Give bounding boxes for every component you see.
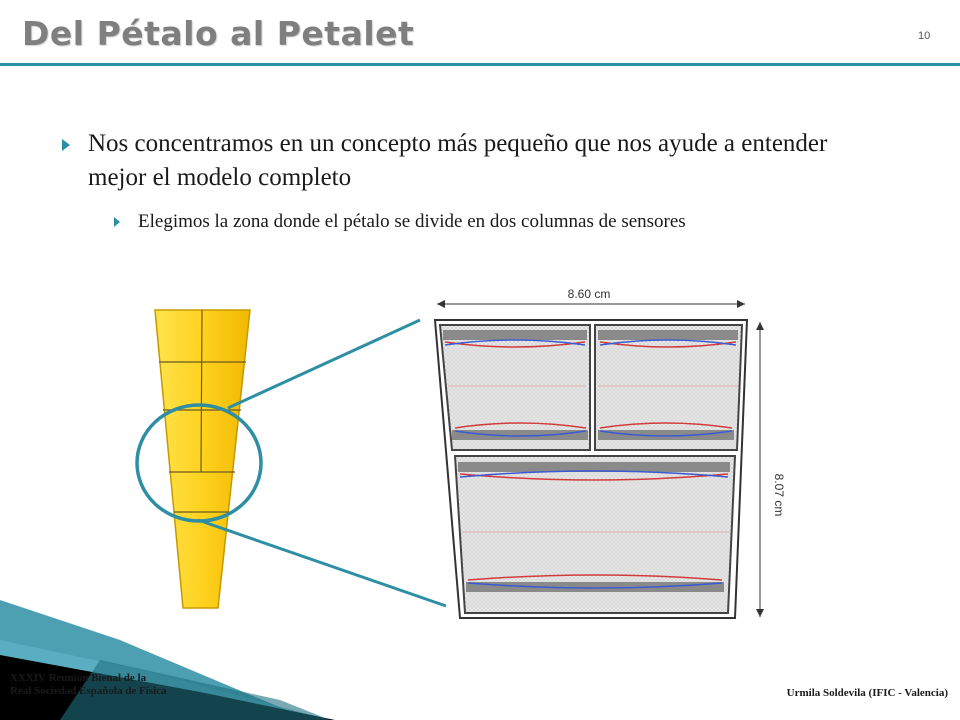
petalet-detail bbox=[435, 320, 747, 618]
footer-author: Urmila Soldevila (IFIC - Valencia) bbox=[786, 687, 948, 699]
width-label: 8.60 cm bbox=[567, 287, 611, 301]
slide-number: 10 bbox=[918, 30, 931, 42]
footer-conference bbox=[10, 672, 166, 698]
zoom-connector-bottom bbox=[198, 520, 446, 606]
height-dimension bbox=[756, 322, 764, 617]
petal-shape bbox=[155, 310, 250, 608]
footer-wedge bbox=[0, 600, 335, 720]
width-dimension bbox=[437, 300, 745, 308]
footer-conference-line1: XXXIV Reunión Bienal de la bbox=[10, 672, 147, 684]
zoom-connector-top bbox=[228, 320, 420, 408]
bullet-level1-text: Nos concentramos en un concepto más pequeño que nos ayude a entender mejor el modelo completo bbox=[88, 130, 828, 191]
footer-conference-line2: Real Sociedad Española de Física bbox=[10, 685, 167, 697]
height-label: 8.07 cm bbox=[772, 473, 786, 517]
bullet-level2-text: Elegimos la zona donde el pétalo se divide en dos columnas de sensores bbox=[138, 211, 686, 232]
slide-title: Del Pétalo al Petalet bbox=[22, 14, 415, 53]
